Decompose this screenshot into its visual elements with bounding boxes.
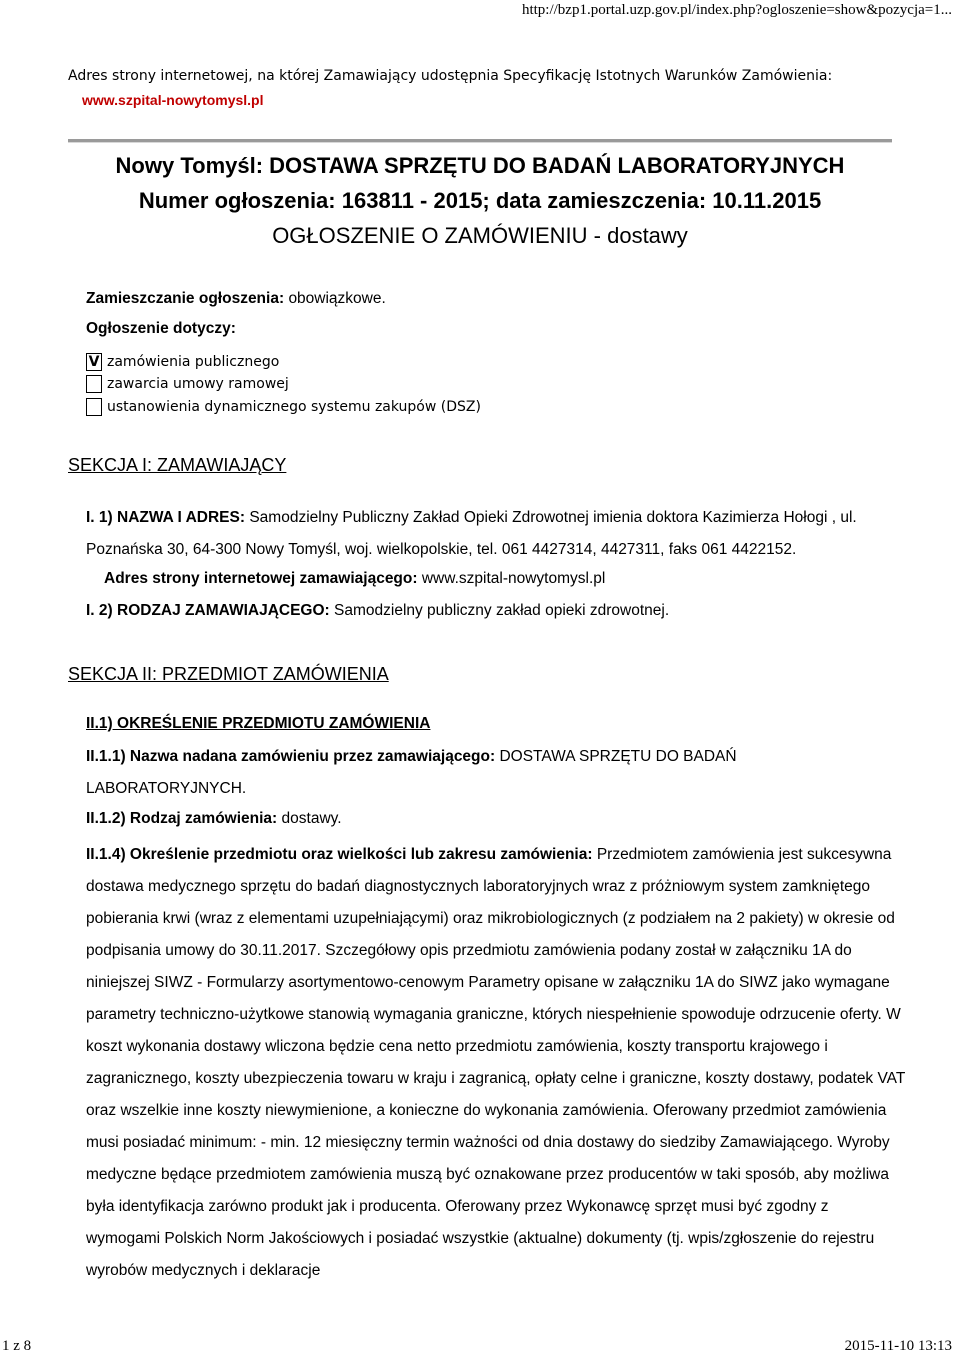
print-url: http://bzp1.portal.uzp.gov.pl/index.php?ogloszenie=show&pozycja=1...: [521, 2, 952, 18]
contracting-authority-address: [86, 502, 906, 566]
siwz-url-link[interactable]: www.szpital-nowytomysl.pl: [82, 92, 264, 108]
option-label: ustanowienia dynamicznego systemu zakupów (DSZ): [107, 399, 481, 415]
publication-value: obowiązkowe.: [288, 290, 386, 307]
option-dynamic-purchasing: [86, 398, 481, 416]
i2-text: Samodzielny publiczny zakład opieki zdrowotnej.: [334, 602, 670, 619]
section-2-heading: SEKCJA II: PRZEDMIOT ZAMÓWIENIA: [68, 664, 389, 684]
publication-label: Zamieszczanie ogłoszenia:: [86, 290, 285, 307]
section-1-heading: SEKCJA I: ZAMAWIAJĄCY: [68, 455, 287, 475]
i2-label: I. 2) RODZAJ ZAMAWIAJĄCEGO:: [86, 602, 330, 619]
option-framework-agreement: [86, 375, 289, 393]
ii11-label: II.1.1) Nazwa nadana zamówieniu przez zamawiającego:: [86, 748, 496, 765]
publication-requirement: [86, 290, 386, 308]
siwz-address-label: Adres strony internetowej, na której Zamawiający udostępnia Specyfikację Istotnych Warunków Zamówienia:: [68, 68, 833, 84]
i1-label: I. 1) NAZWA I ADRES:: [86, 509, 246, 526]
order-scope: [86, 839, 906, 1287]
option-public-order: [86, 353, 279, 371]
ii14-text: Przedmiotem zamówienia jest sukcesywna dostawa medycznego sprzętu do badań diagnostycznych laboratoryjnych wraz z próżniowym system zamkniętego pobierania krwi (wraz z elementami uzupełniającymi) oraz mikrobiologicznych (z podziałem na 2 pakiety) w okresie od podpisania umowy do 30.11.2017. Szczegółowy opis przedmiotu zamówienia podany został w załączniku 1A do niniejszej SIWZ - Formularzy asortymentowo-cenowym Parametry opisane w załączniku 1A do SIWZ jako wymagane parametry techniczno-użytkowe stanowią wymagania graniczne, których niespełnienie spowoduje odrzucenie oferty. W koszt wykonania dostawy wliczona będzie cena netto przedmiotu zamówienia, koszty transportu krajowego i zagranicznego, koszty ubezpieczenia towaru w kraju i zagranicą, opłaty celne i graniczne, koszty dostawy, podatek VAT oraz wszelkie inne koszty niewymienione, a konieczne do wykonania zamówienia. Oferowany przedmiot zamówienia musi posiadać minimum: - min. 12 miesięczny termin ważności od dnia dostawy do siedziby Zamawiającego. Wyroby medyczne będące przedmiotem zamówienia muszą być oznakowane przez producentów w taki sposób, aby możliwa była identyfikacja zarówno produkt jak i producenta. Oferowany przez Wykonawcę sprzęt musi być zgodny z wymogami Polskich Norm Jakościowych i posiadać wszystkie (aktualne) dokumenty (tj. wpis/zgłoszenie do rejestru wyrobów medycznych i deklaracje: [86, 846, 906, 1279]
page-counter: 1 z 8: [2, 1338, 32, 1354]
notice-title: Nowy Tomyśl: DOSTAWA SPRZĘTU DO BADAŃ LABORATORYJNYCH: [115, 153, 845, 178]
authority-website: [104, 570, 605, 588]
ii11-text: DOSTAWA SPRZĘTU DO BADAŃ LABORATORYJNYCH.: [86, 748, 737, 797]
ii14-label: II.1.4) Określenie przedmiotu oraz wielkości lub zakresu zamówienia:: [86, 846, 593, 863]
ii12-text: dostawy.: [281, 810, 342, 827]
header-divider: [68, 139, 892, 143]
order-name: [86, 741, 846, 805]
website-value[interactable]: www.szpital-nowytomysl.pl: [421, 570, 606, 587]
website-label: Adres strony internetowej zamawiającego:: [104, 570, 418, 587]
print-datetime: 2015-11-10 13:13: [844, 1338, 952, 1354]
notice-concerns-label: Ogłoszenie dotyczy:: [86, 320, 236, 337]
option-label: zawarcia umowy ramowej: [107, 376, 289, 392]
ii12-label: II.1.2) Rodzaj zamówienia:: [86, 810, 278, 827]
checkbox-empty-icon: [86, 375, 102, 393]
option-label: zamówienia publicznego: [107, 354, 280, 370]
authority-type: [86, 602, 669, 620]
notice-number: Numer ogłoszenia: 163811 - 2015; data zamieszczenia: 10.11.2015: [138, 188, 822, 213]
checkbox-empty-icon: [86, 398, 102, 416]
subject-definition-heading: II.1) OKREŚLENIE PRZEDMIOTU ZAMÓWIENIA: [86, 715, 431, 732]
checkbox-checked-icon: V: [86, 353, 102, 371]
notice-type: OGŁOSZENIE O ZAMÓWIENIU - dostawy: [272, 223, 688, 248]
order-type: [86, 810, 342, 828]
i1-text: Samodzielny Publiczny Zakład Opieki Zdrowotnej imienia doktora Kazimierza Hołogi , ul. Poznańska 30, 64-300 Nowy Tomyśl, woj. wielkopolskie, tel. 061 4427314, 4427311, faks 061 4422152.: [86, 509, 857, 558]
